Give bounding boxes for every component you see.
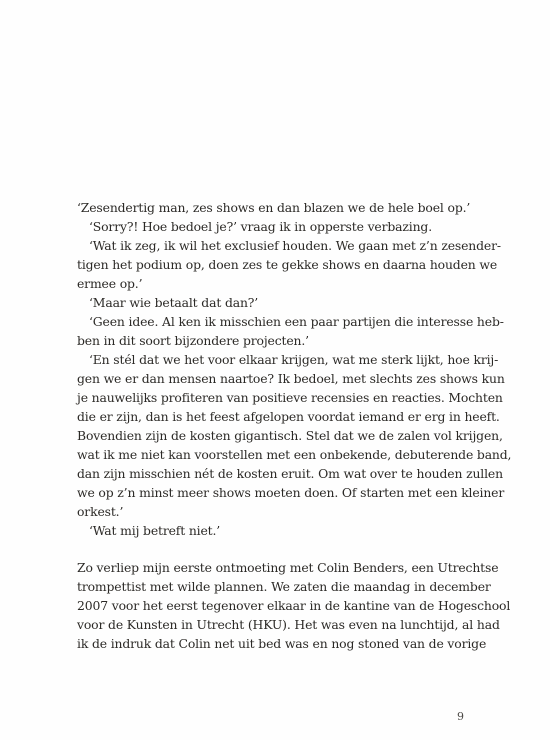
section-break xyxy=(77,540,477,558)
paragraph-3-line-2: tigen het podium op, doen zes te gekke shows en daarna houden we xyxy=(77,257,498,272)
paragraph-6-line-2: gen we er dan mensen naartoe? Ik bedoel, met slechts zes shows kun xyxy=(77,371,505,386)
paragraph-6-line-6: wat ik me niet kan voorstellen met een onbekende, debuterende band, xyxy=(77,447,512,462)
paragraph-5-line-2: ben in dit soort bijzondere projecten.’ xyxy=(77,333,309,348)
body-text xyxy=(77,198,512,653)
paragraph-6-line-1: ‘En stél dat we het voor elkaar krijgen, wat me sterk lijkt, hoe krij- xyxy=(89,352,499,367)
narrative-line-4: voor de Kunsten in Utrecht (HKU). Het was even na lunchtijd, al had xyxy=(77,617,500,632)
paragraph-3-line-3: ermee op.’ xyxy=(77,276,143,291)
paragraph-6-line-5: Bovendien zijn de kosten gigantisch. Stel dat we de zalen vol krijgen, xyxy=(77,428,503,443)
narrative-line-2: trompettist met wilde plannen. We zaten die maandag in december xyxy=(77,579,491,594)
narrative-line-5: ik de indruk dat Colin net uit bed was en nog stoned van de vorige xyxy=(77,636,487,651)
paragraph-6-line-3: je nauwelijks profiteren van positieve recensies en reacties. Mochten xyxy=(77,390,503,405)
paragraph-3-line-1: ‘Wat ik zeg, ik wil het exclusief houden. We gaan met z’n zesender- xyxy=(89,238,501,253)
paragraph-5-line-1: ‘Geen idee. Al ken ik misschien een paar partijen die interesse heb- xyxy=(89,314,504,329)
paragraph-4-line-1: ‘Maar wie betaalt dat dan?’ xyxy=(89,295,259,310)
paragraph-1-line-1: ‘Zesendertig man, zes shows en dan blazen we de hele boel op.’ xyxy=(77,200,471,215)
paragraph-7-line-1: ‘Wat mij betreft niet.’ xyxy=(89,523,221,538)
paragraph-2-line-1: ‘Sorry?! Hoe bedoel je?’ vraag ik in opperste verbazing. xyxy=(89,219,432,234)
narrative-line-3: 2007 voor het eerst tegenover elkaar in de kantine van de Hogeschool xyxy=(77,598,511,613)
narrative-line-1: Zo verliep mijn eerste ontmoeting met Colin Benders, een Utrechtse xyxy=(77,560,499,575)
paragraph-6-line-8: we op z’n minst meer shows moeten doen. Of starten met een kleiner xyxy=(77,485,505,500)
page-number: 9 xyxy=(457,710,464,723)
paragraph-6-line-9: orkest.’ xyxy=(77,504,124,519)
paragraph-6-line-7: dan zijn misschien nét de kosten eruit. Om wat over te houden zullen xyxy=(77,466,503,481)
paragraph-6-line-4: die er zijn, dan is het feest afgelopen voordat iemand er erg in heeft. xyxy=(77,409,500,424)
